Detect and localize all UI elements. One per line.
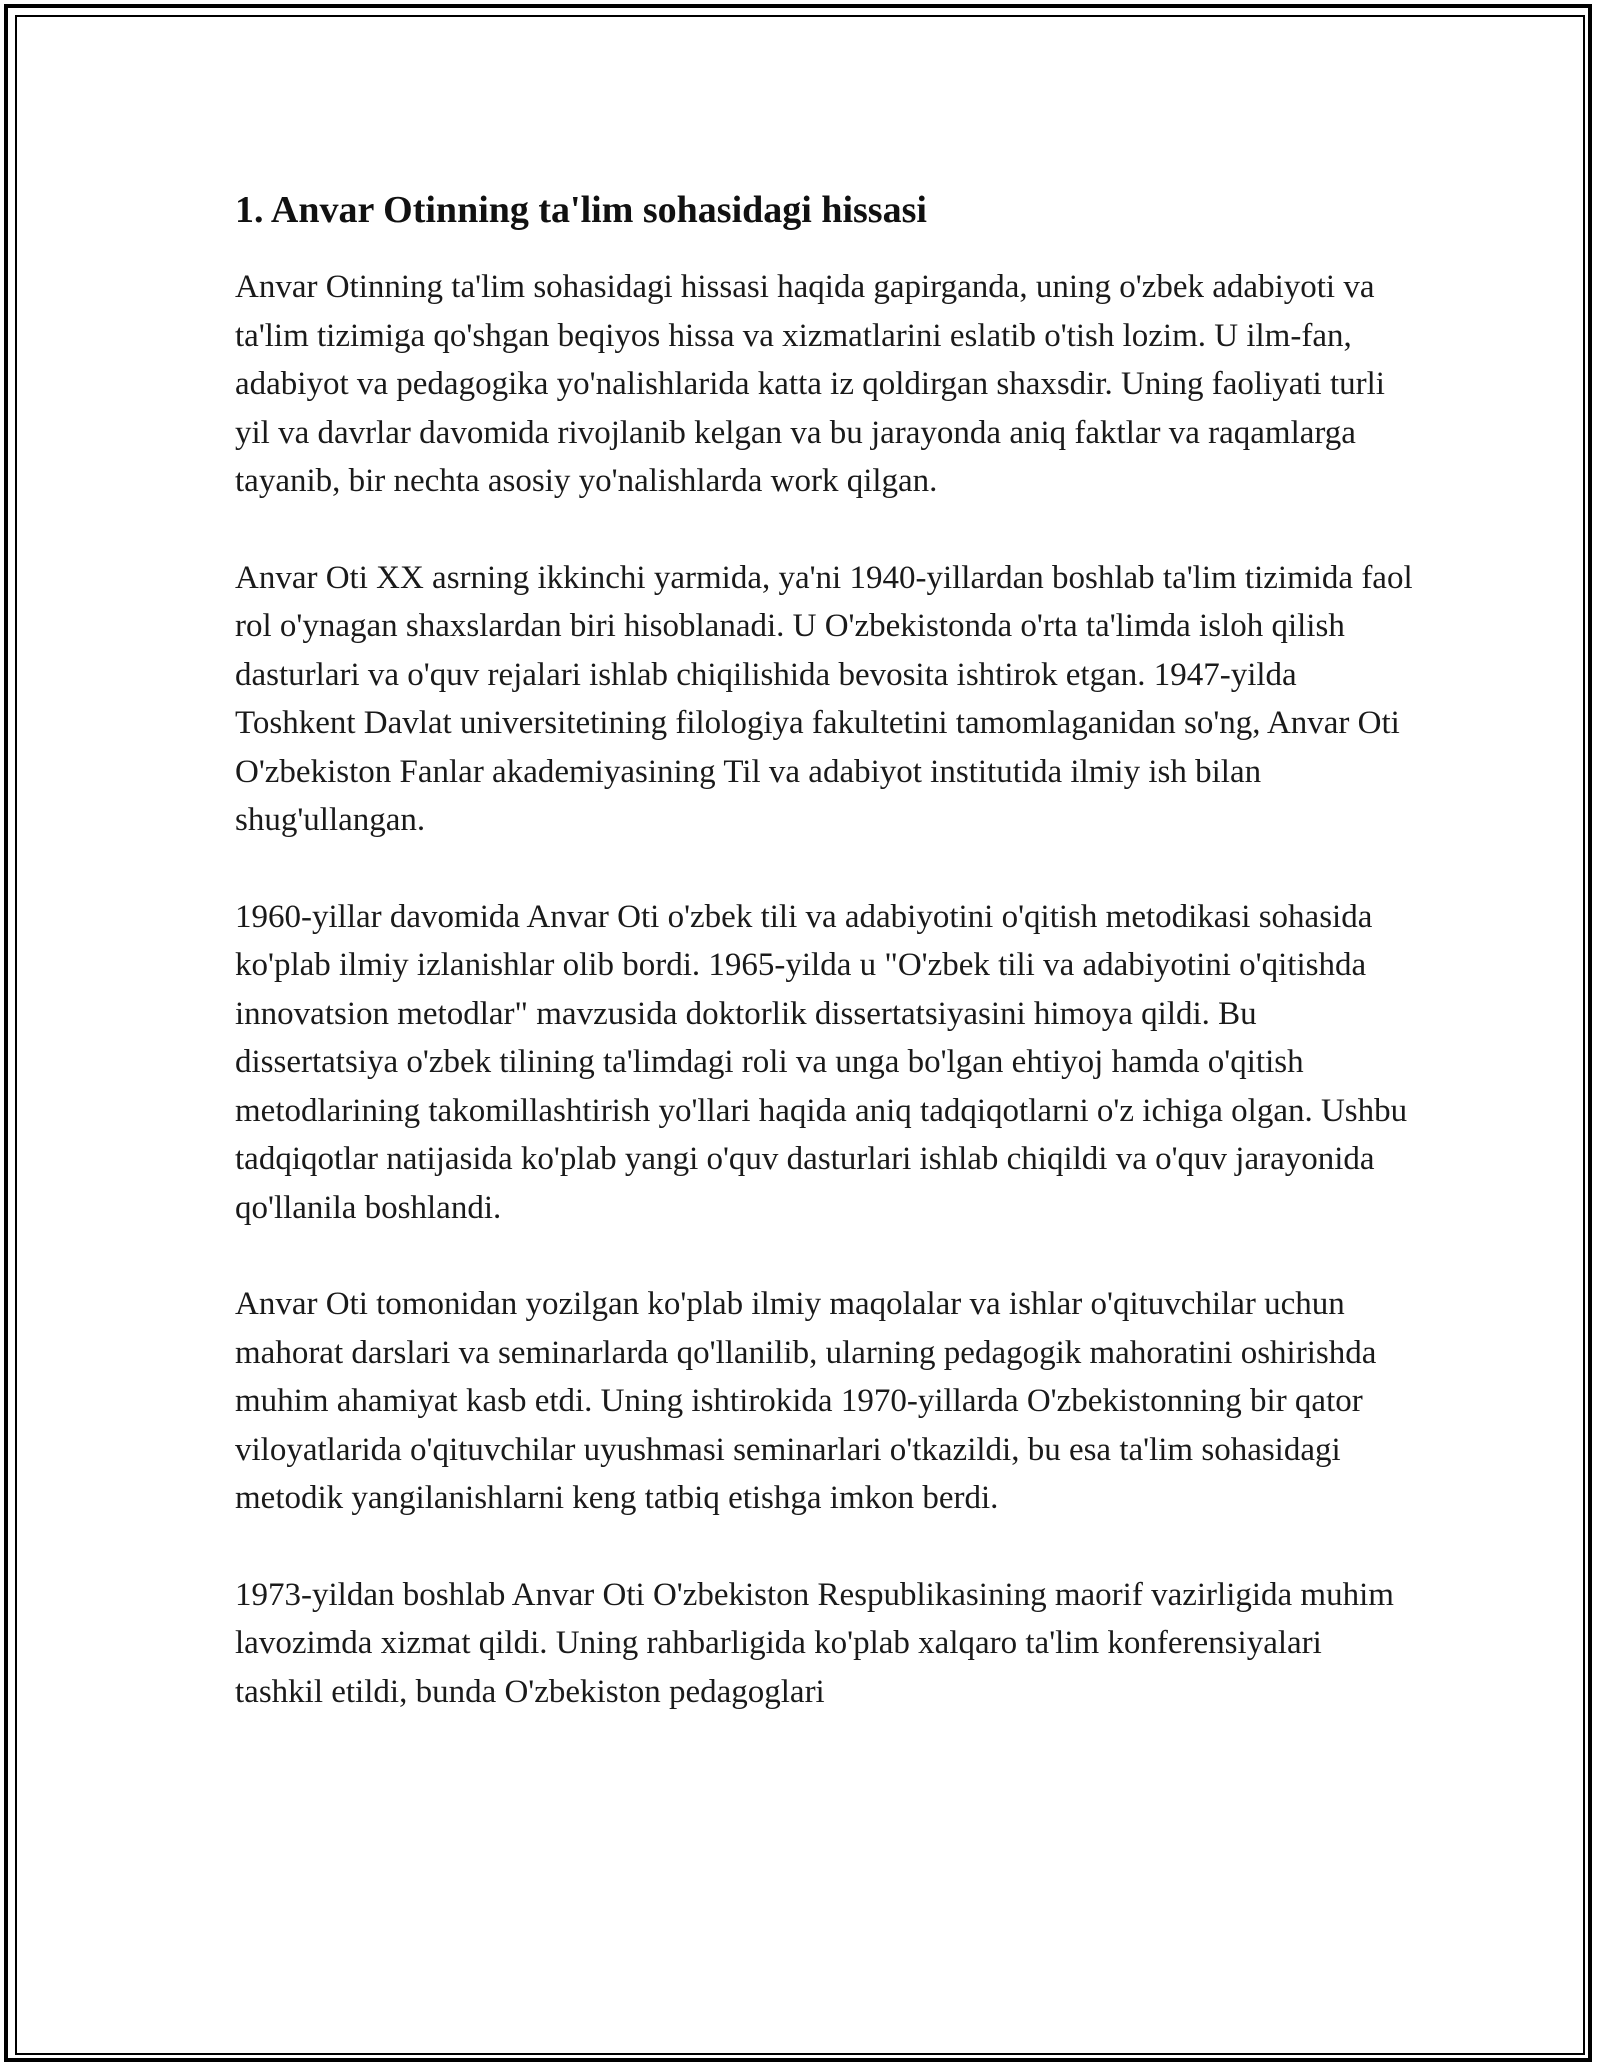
document-body — [235, 185, 1415, 1764]
paragraph-2: Anvar Oti XX asrning ikkinchi yarmida, ya'ni 1940-yillardan boshlab ta'lim tizimida faol rol o'ynagan shaxslardan biri hisoblanadi. U O'zbekistonda o'rta ta'limda isloh qilish dasturlari va o'quv rejalari ishlab chiqilishida bevosita ishtirok etgan. 1947-yilda Toshkent Davlat universitetining filologiya fakultetini tamomlaganidan so'ng, Anvar Oti O'zbekiston Fanlar akademiyasining Til va adabiyot institutida ilmiy ish bilan shug'ullangan. — [235, 559, 1413, 838]
section-heading: 1. Anvar Otinning ta'lim sohasidagi hissasi — [235, 189, 927, 231]
paragraph-1: Anvar Otinning ta'lim sohasidagi hissasi haqida gapirganda, uning o'zbek adabiyoti va ta'lim tizimiga qo'shgan beqiyos hissa va xizmatlarini eslatib o'tish lozim. U ilm-fan, adabiyot va pedagogika yo'nalishlarida katta iz qoldirgan shaxsdir. Uning faoliyati turli yil va davrlar davomida rivojlanib kelgan va bu jarayonda aniq faktlar va raqamlarga tayanib, bir nechta asosiy yo'nalishlarda work qilgan. — [235, 269, 1385, 499]
paragraph-5: 1973-yildan boshlab Anvar Oti O'zbekiston Respublikasining maorif vazirligida muhim lavozimda xizmat qildi. Uning rahbarligida ko'plab xalqaro ta'lim konferensiyalari tashkil etildi, bunda O'zbekiston pedagoglari — [235, 1576, 1394, 1710]
paragraph-3: 1960-yillar davomida Anvar Oti o'zbek tili va adabiyotini o'qitish metodikasi sohasida ko'plab ilmiy izlanishlar olib bordi. 1965-yilda u "O'zbek tili va adabiyotini o'qitishda innovatsion metodlar" mavzusida doktorlik dissertatsiyasini himoya qildi. Bu dissertatsiya o'zbek tilining ta'limdagi roli va unga bo'lgan ehtiyoj hamda o'qitish metodlarining takomillashtirish yo'llari haqida aniq tadqiqotlarni o'z ichiga olgan. Ushbu tadqiqotlar natijasida ko'plab yangi o'quv dasturlari ishlab chiqildi va o'quv jarayonida qo'llanila boshlandi. — [235, 898, 1408, 1226]
paragraph-4: Anvar Oti tomonidan yozilgan ko'plab ilmiy maqolalar va ishlar o'qituvchilar uchun mahorat darslari va seminarlarda qo'llanilib, ularning pedagogik mahoratini oshirishda muhim ahamiyat kasb etdi. Uning ishtirokida 1970-yillarda O'zbekistonning bir qator viloyatlarida o'qituvchilar uyushmasi seminarlari o'tkazildi, bu esa ta'lim sohasidagi metodik yangilanishlarni keng tatbiq etishga imkon berdi. — [235, 1286, 1377, 1516]
